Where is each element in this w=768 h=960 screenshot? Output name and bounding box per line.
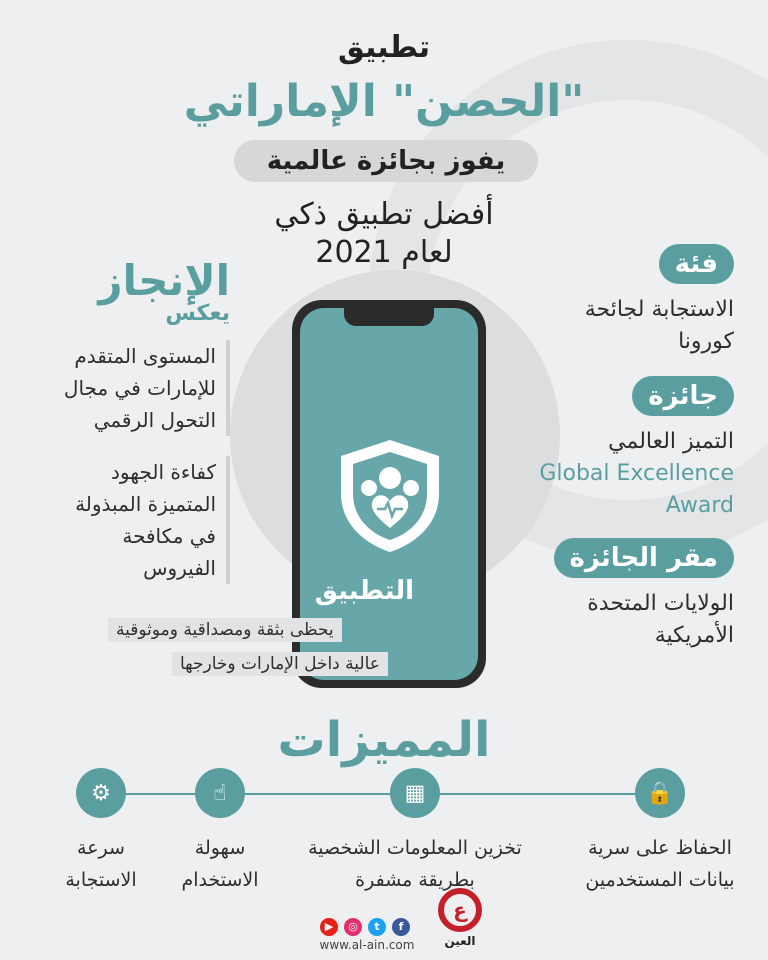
feature-line: بيانات المستخدمين (585, 869, 735, 891)
venue-line2: الأمريكية (654, 623, 734, 648)
title-app-name: "الحصن" الإماراتي (183, 76, 585, 127)
category-text (504, 294, 734, 358)
phone-notch (344, 308, 434, 326)
feature-line: الحفاظ على سرية (588, 837, 732, 859)
feature-line: الاستجابة (65, 869, 137, 891)
features-title: المميزات (277, 712, 491, 768)
achievement-b2-line: الفيروس (143, 556, 216, 580)
achievement-block-2 (40, 456, 230, 584)
feature-label (290, 832, 540, 896)
achievement-b1-line: المستوى المتقدم (74, 344, 216, 368)
hand-touch-icon: ☝ (195, 768, 245, 818)
venue-text (504, 588, 734, 652)
category-section (504, 244, 734, 358)
best-line2: لعام 2021 (315, 235, 453, 270)
achievement-block-1 (40, 340, 230, 436)
shield-people-heart-icon (335, 436, 445, 556)
feature-line: سرعة (77, 837, 125, 859)
logo-mark: ع (438, 888, 482, 932)
category-tag: فئة (659, 244, 734, 284)
feature-item (560, 768, 760, 896)
achievement-b2-line: كفاءة الجهود (111, 460, 216, 484)
award-section (504, 376, 734, 522)
award-tag: جائزة (632, 376, 734, 416)
al-ain-logo (432, 888, 488, 958)
category-line1: الاستجابة لجائحة (584, 297, 734, 322)
venue-section (504, 538, 734, 652)
feature-line: تخزين المعلومات الشخصية (308, 837, 522, 859)
lock-icon: 🔒 (635, 768, 685, 818)
twitter-icon[interactable]: t (368, 918, 386, 936)
venue-tag: مقر الجائزة (554, 538, 735, 578)
logo-word: العين (444, 934, 476, 948)
feature-label (160, 832, 280, 896)
best-line1: أفضل تطبيق ذكي (274, 197, 494, 232)
feature-item (46, 768, 156, 896)
app-trust-line1: يحظى بثقة ومصداقية وموثوقية (108, 618, 342, 642)
feature-label (46, 832, 156, 896)
gear-hand-icon: ⚙ (76, 768, 126, 818)
feature-label (560, 832, 760, 896)
achievement-b1-line: للإمارات في مجال (63, 376, 216, 400)
title-line1: تطبيق (337, 30, 431, 65)
facebook-icon[interactable]: f (392, 918, 410, 936)
achievement-b2-line: في مكافحة (122, 524, 216, 548)
achievement-title: الإنجاز (98, 256, 230, 305)
category-line2: كورونا (678, 329, 734, 354)
feature-line: سهولة (194, 837, 246, 859)
instagram-icon[interactable]: ◎ (344, 918, 362, 936)
feature-item (160, 768, 280, 896)
feature-item (290, 768, 540, 896)
site-url[interactable]: www.al-ain.com (319, 938, 415, 952)
binary-icon: ▦ (390, 768, 440, 818)
feature-line: بطريقة مشفرة (355, 869, 475, 891)
achievement-b2-line: المتميزة المبذولة (75, 492, 216, 516)
achievement-b1-line: التحول الرقمي (93, 408, 216, 432)
feature-line: الاستخدام (181, 869, 259, 891)
youtube-icon[interactable]: ▶ (320, 918, 338, 936)
achievement-subtitle: يعكس (165, 301, 230, 326)
app-label: التطبيق (314, 576, 414, 606)
app-trust-line2: عالية داخل الإمارات وخارجها (172, 652, 388, 676)
social-icons (320, 918, 410, 936)
award-pill: يفوز بجائزة عالمية (234, 140, 538, 182)
award-text-ar: التميز العالمي (608, 429, 734, 454)
award-text-en-line2: Award (665, 493, 734, 518)
award-text-en-line1: Global Excellence (539, 461, 734, 486)
achievement-section (40, 256, 230, 584)
venue-line1: الولايات المتحدة (587, 591, 734, 616)
